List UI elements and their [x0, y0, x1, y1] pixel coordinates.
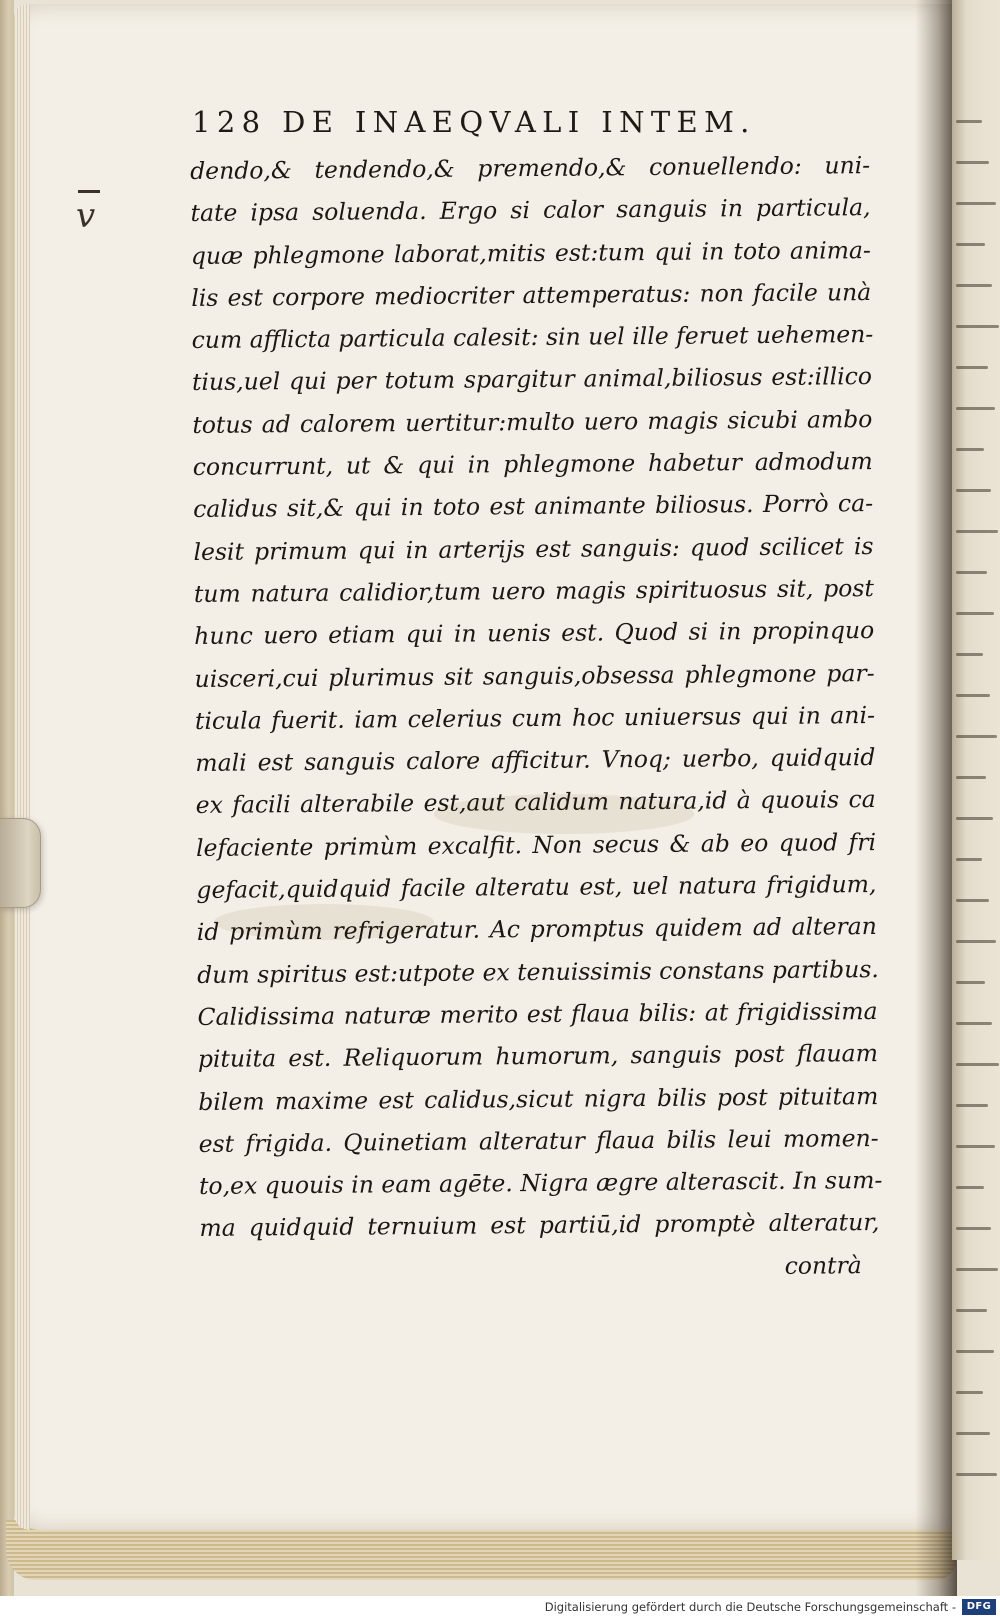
text-line: gefacit,quidquid facile alteratu est, uel natura frigidum, — [196, 870, 877, 905]
text-line: tius,uel qui per totum spargitur animal,biliosus est:illico — [191, 362, 873, 397]
text-line: calidus sit,& qui in toto est animante biliosus. Porrò ca- — [193, 489, 874, 524]
adjacent-page-text-mark — [956, 161, 989, 164]
adjacent-page-text-mark — [956, 1473, 997, 1476]
adjacent-page-text-mark — [956, 1186, 984, 1189]
adjacent-page-text-mark — [956, 1432, 990, 1435]
adjacent-page-text-mark — [956, 489, 991, 492]
dfg-logo: DFG — [962, 1599, 996, 1615]
margin-dash — [78, 190, 100, 193]
running-head: 128 DE INAEQVALI INTEM. — [192, 105, 756, 139]
adjacent-page-text-mark — [956, 817, 993, 820]
text-line: Calidissima naturæ merito est flaua bilis: at frigidissima — [197, 996, 878, 1031]
adjacent-page-text-mark — [956, 776, 986, 779]
adjacent-page-text-mark — [956, 448, 984, 451]
adjacent-page-text-mark — [956, 1063, 999, 1066]
text-line: to,ex quouis in eam agēte. Nigra ægre alterascit. In sum- — [198, 1166, 883, 1201]
gutter-shadow — [915, 0, 957, 1596]
text-line: uisceri,cui plurimus sit sanguis,obsessa phlegmone par- — [194, 658, 875, 693]
book-clasp — [0, 818, 41, 908]
adjacent-page-text-mark — [956, 899, 989, 902]
adjacent-page-text-mark — [956, 325, 999, 328]
margin-mark — [72, 186, 106, 246]
margin-glyph: v — [76, 196, 96, 236]
adjacent-page-text-mark — [956, 243, 985, 246]
text-line: ma quidquid ternuium est partiū,id promptè alteratur, — [199, 1208, 880, 1243]
adjacent-page-text-mark — [956, 612, 994, 615]
text-line: ex facili alterabile est,aut calidum natura,id à quouis ca — [195, 785, 876, 820]
adjacent-page-text-mark — [956, 120, 982, 123]
adjacent-page-text-mark — [956, 1350, 994, 1353]
text-line: est frigida. Quinetiam alteratur flaua bilis leui momen- — [198, 1123, 879, 1158]
text-line: quæ phlegmone laborat,mitis est:tum qui in toto anima- — [190, 235, 872, 270]
text-line: cum afflicta particula calesit: sin uel ille feruet uehemen- — [191, 320, 874, 355]
body-text — [190, 144, 883, 1292]
text-line: tum natura calidior,tum uero magis spirituosus sit, post — [193, 574, 874, 608]
adjacent-page-text-mark — [956, 858, 982, 861]
footer-credit: Digitalisierung gefördert durch die Deutsche Forschungsgemeinschaft - — [544, 1600, 956, 1614]
text-line: lefaciente primùm excalfit. Non secus & ab eo quod fri — [195, 827, 877, 862]
text-line: tate ipsa soluenda. Ergo si calor sanguis in particula, — [190, 193, 871, 228]
adjacent-page-text-mark — [956, 735, 997, 738]
text-line: concurrunt, ut & qui in phlegmone habetur admodum — [192, 447, 873, 482]
adjacent-page-text-mark — [956, 202, 996, 205]
adjacent-page-text-mark — [956, 284, 992, 287]
text-line: contrà — [784, 1250, 862, 1280]
adjacent-page-text-mark — [956, 1268, 998, 1271]
text-line: dum spiritus est:utpote ex tenuissimis constans partibus. — [197, 954, 879, 989]
text-line: id primùm refrigeratur. Ac promptus quidem ad alteran — [196, 912, 877, 947]
adjacent-page-text-mark — [956, 1104, 988, 1107]
adjacent-page-text-mark — [956, 366, 988, 369]
adjacent-page-text-mark — [956, 940, 996, 943]
adjacent-page-text-mark — [956, 571, 987, 574]
adjacent-page-text-mark — [956, 1227, 991, 1230]
adjacent-page-text-mark — [956, 1022, 992, 1025]
text-line: dendo,& tendendo,& premendo,& conuellendo: uni- — [190, 151, 871, 185]
text-line: mali est sanguis calore afficitur. Vnoq; uerbo, quidquid — [195, 743, 876, 778]
text-line: ticula fuerit. iam celerius cum hoc uniuersus qui in ani- — [194, 700, 876, 735]
text-line: lis est corpore mediocriter attemperatus: non facile unà — [191, 277, 872, 312]
adjacent-page-text-mark — [956, 530, 998, 533]
text-line: pituita est. Reliquorum humorum, sanguis post flauam — [197, 1039, 879, 1074]
adjacent-page-edge — [952, 0, 1000, 1560]
text-line: hunc uero etiam qui in uenis est. Quod si in propinquo — [194, 616, 875, 651]
adjacent-page-text-mark — [956, 1391, 983, 1394]
text-line: lesit primum qui in arterijs est sanguis: quod scilicet is — [193, 531, 874, 566]
text-line: bilem maxime est calidus,sicut nigra bilis post pituitam — [198, 1081, 879, 1116]
adjacent-page-text-mark — [956, 1145, 995, 1148]
adjacent-page-text-mark — [956, 653, 983, 656]
book-cover-edge — [0, 0, 14, 1596]
text-line: totus ad calorem uertitur:multo uero magis sicubi ambo — [192, 404, 873, 439]
footer-bar — [0, 1596, 1000, 1620]
adjacent-page-text-mark — [956, 981, 985, 984]
adjacent-page-text-mark — [956, 1309, 987, 1312]
adjacent-page-text-mark — [956, 407, 995, 410]
adjacent-page-text-mark — [956, 694, 990, 697]
